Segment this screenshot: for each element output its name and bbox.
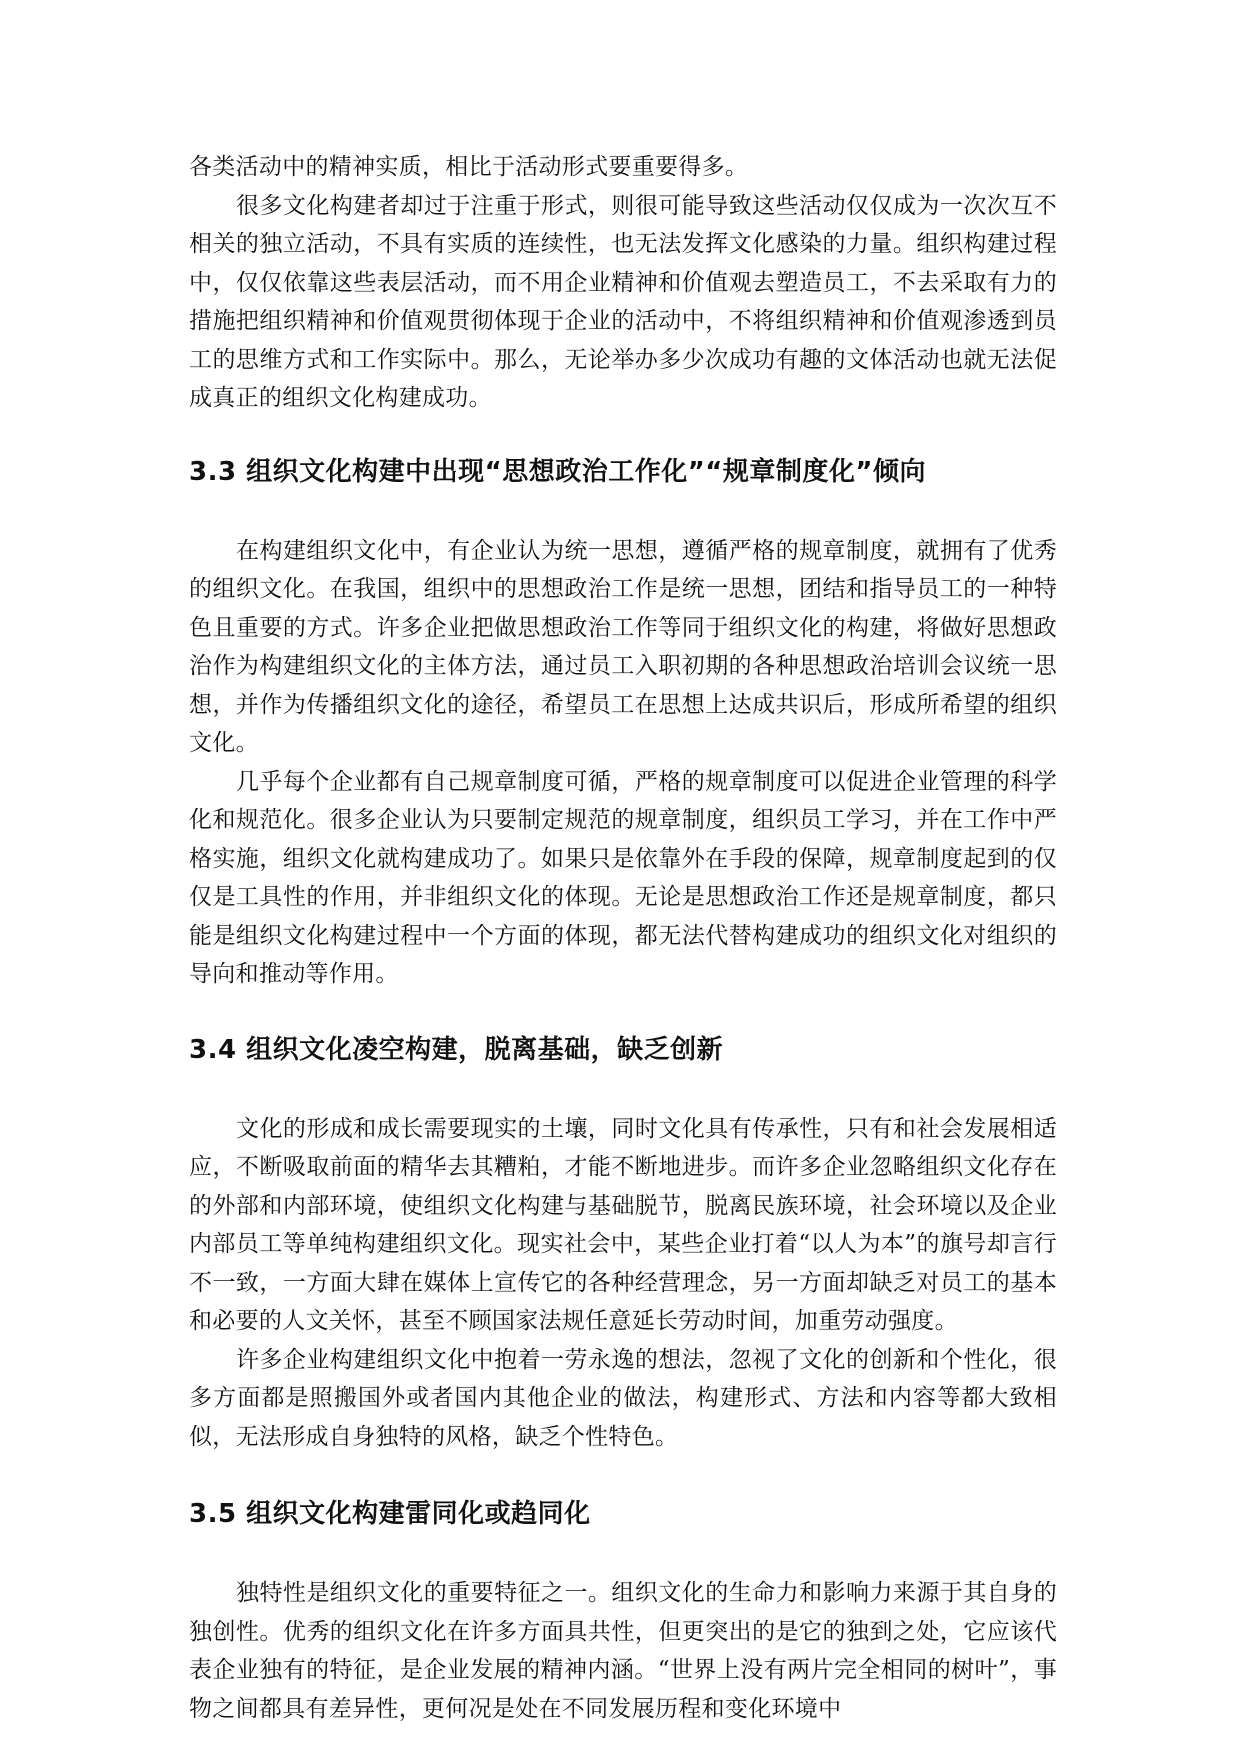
paragraph: 在构建组织文化中，有企业认为统一思想，遵循严格的规章制度，就拥有了优秀的组织文化。在我国，组织中的思想政治工作是统一思想，团结和指导员工的一种特色且重要的方式。许多企业把做思想政治工作等同于组织文化的构建，将做好思想政治作为构建组织文化的主体方法，通过员工入职初期的各种思想政治培训会议统一思想，并作为传播组织文化的途径，希望员工在思想上达成共识后，形成所希望的组织文化。 [189,537,1057,756]
document-body [189,148,1057,1728]
section-heading-3-5: 3.5 组织文化构建雷同化或趋同化 [189,1499,591,1529]
paragraph: 独特性是组织文化的重要特征之一。组织文化的生命力和影响力来源于其自身的独创性。优秀的组织文化在许多方面具共性，但更突出的是它的独到之处，它应该代表企业独有的特征，是企业发展的精神内涵。“世界上没有两片完全相同的树叶”，事物之间都具有差异性，更何况是处在不同发展历程和变化环境中 [189,1580,1057,1722]
section-heading-3-4: 3.4 组织文化凌空构建，脱离基础，缺乏创新 [189,1034,724,1065]
section-heading-3-3: 3.3 组织文化构建中出现“思想政治工作化”“规章制度化”倾向 [189,456,926,487]
paragraph-continuation: 各类活动中的精神实质，相比于活动形式要重要得多。 [189,154,749,180]
paragraph: 很多文化构建者却过于注重于形式，则很可能导致这些活动仅仅成为一次次互不相关的独立活动，不具有实质的连续性，也无法发挥文化感染的力量。组织构建过程中，仅仅依靠这些表层活动，而不用企业精神和价值观去塑造员工，不去采取有力的措施把组织精神和价值观贯彻体现于企业的活动中，不将组织精神和价值观渗透到员工的思维方式和工作实际中。那么，无论举办多少次成功有趣的文体活动也就无法促成真正的组织文化构建成功。 [189,192,1057,411]
paragraph: 文化的形成和成长需要现实的土壤，同时文化具有传承性，只有和社会发展相适应，不断吸取前面的精华去其糟粕，才能不断地进步。而许多企业忽略组织文化存在的外部和内部环境，使组织文化构建与基础脱节，脱离民族环境，社会环境以及企业内部员工等单纯构建组织文化。现实社会中，某些企业打着“以人为本”的旗号却言行不一致，一方面大肆在媒体上宣传它的各种经营理念，另一方面却缺乏对员工的基本和必要的人文关怀，甚至不顾国家法规任意延长劳动时间，加重劳动强度。 [189,1115,1057,1334]
paragraph: 几乎每个企业都有自己规章制度可循，严格的规章制度可以促进企业管理的科学化和规范化。很多企业认为只要制定规范的规章制度，组织员工学习，并在工作中严格实施，组织文化就构建成功了。如果只是依靠外在手段的保障，规章制度起到的仅仅是工具性的作用，并非组织文化的体现。无论是思想政治工作还是规章制度，都只能是组织文化构建过程中一个方面的体现，都无法代替构建成功的组织文化对组织的导向和推动等作用。 [189,768,1057,987]
paragraph: 许多企业构建组织文化中抱着一劳永逸的想法，忽视了文化的创新和个性化，很多方面都是照搬国外或者国内其他企业的做法，构建形式、方法和内容等都大致相似，无法形成自身独特的风格，缺乏个性特色。 [189,1346,1057,1450]
